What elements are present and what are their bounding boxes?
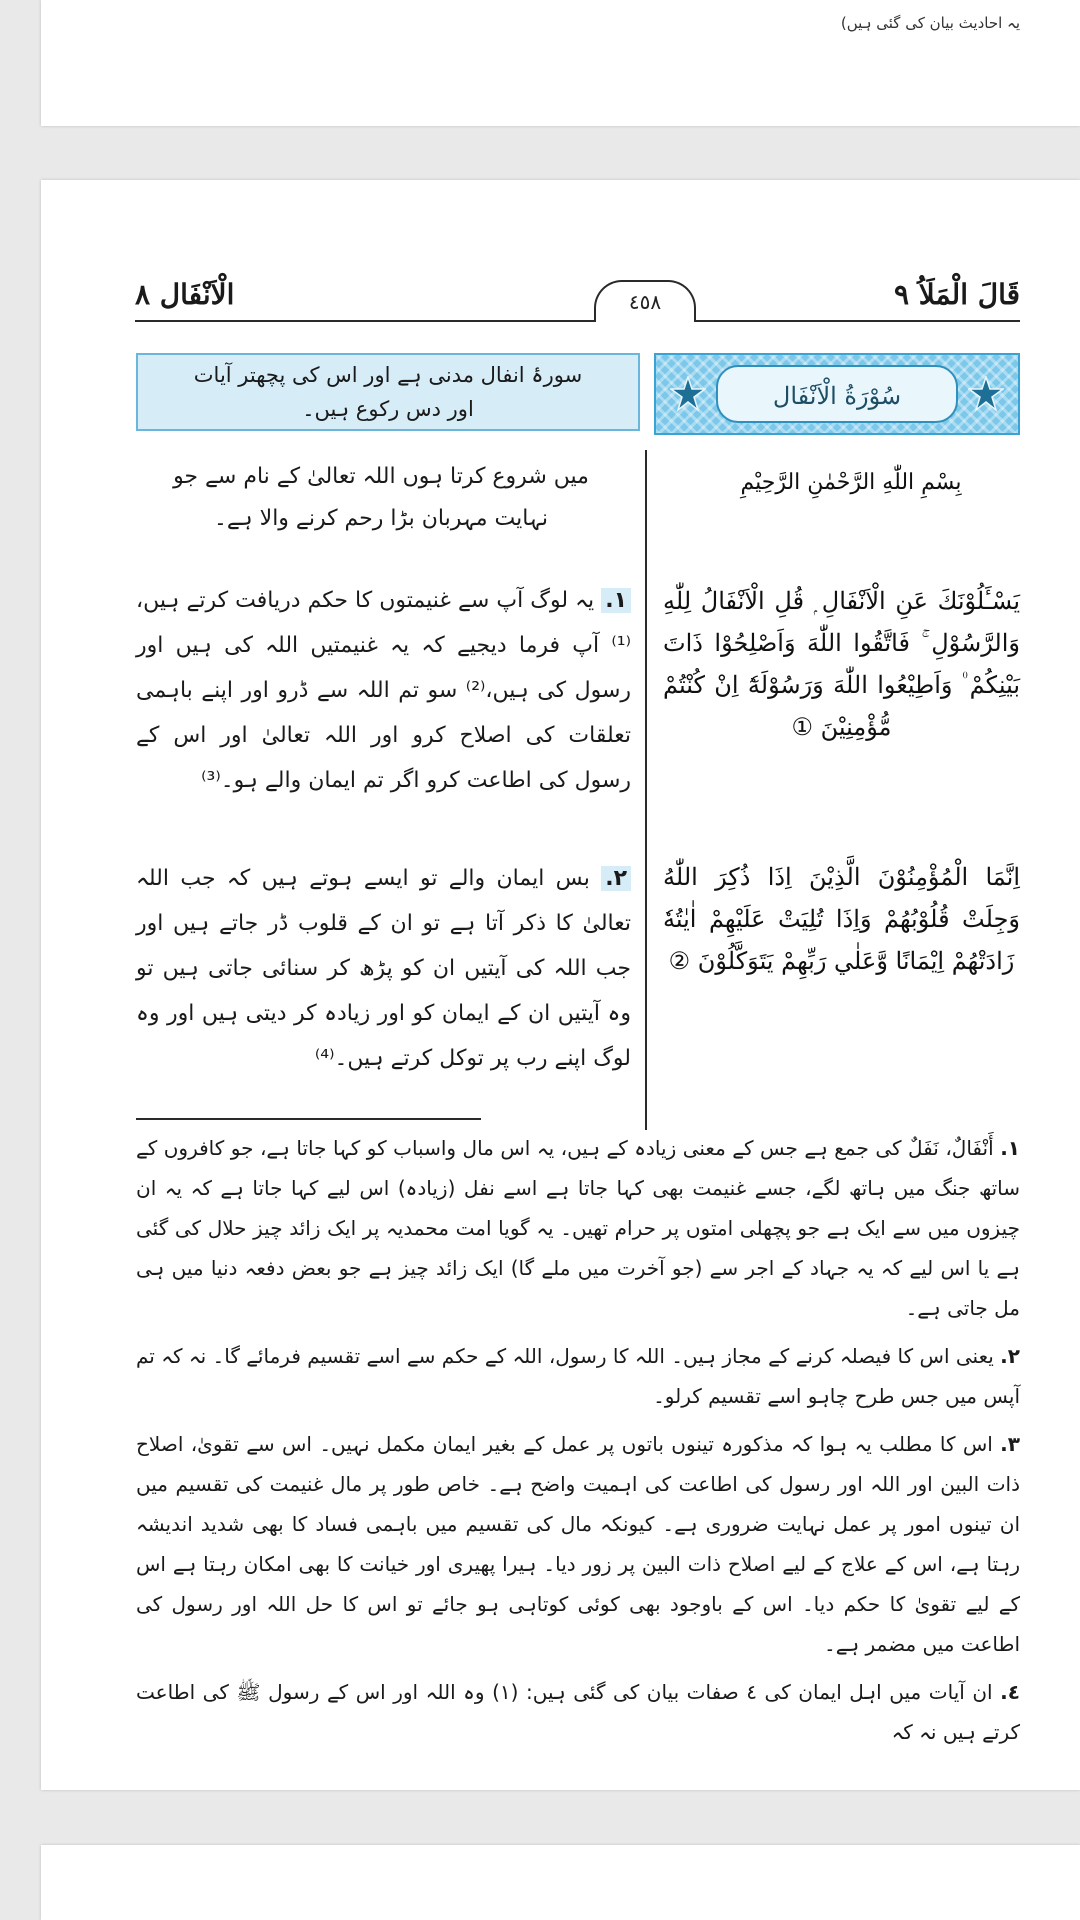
footnote-rule [136,1118,481,1120]
para-name: قَالَ الْمَلَاُ ٩ [893,278,1020,311]
ayah-number-1: ١. [601,588,631,613]
footnote-1 [136,1128,1020,1328]
surah-intro-box [136,353,640,431]
page-number: ٤٥٨ [594,280,696,322]
previous-page [41,0,1080,126]
footnote-text: اس کا مطلب یہ ہوا کہ مذکورہ تینوں باتوں پر عمل کے بغیر ایمان مکمل نہیں۔ اس سے تقویٰ، اصلاح ذات البین اور اللہ اور رسول کی اطاعت کی اہمیت واضح ہے۔ خاص طور پر مال غنیمت کی تقسیم میں ان تینوں امور پر عمل نہایت ضروری ہے۔ کیونکہ مال کی تقسیم میں باہمی فساد کا بھی شدید اندیشہ رہتا ہے، اس کے علاج کے لیے اصلاح ذات البین پر زور دیا۔ ہیرا پھیری اور خیانت کا بھی امکان رہتا ہے اس کے لیے تقویٰ کا حکم دیا۔ اس کے باوجود بھی کوئی کوتاہی ہو جائے تو اس کا حل اللہ اور رسول کی اطاعت میں مضمر ہے۔ [136,1432,1020,1656]
basmala-translation-line2: نہایت مہربان بڑا رحم کرنے والا ہے۔ [213,506,549,531]
surah-title: سُوْرَةُ الْاَنْفَال [716,365,958,423]
basmala-translation-line1: میں شروع کرتا ہوں اللہ تعالیٰ کے نام سے جو [173,464,589,489]
footnote-text: یعنی اس کا فیصلہ کرنے کے مجاز ہیں۔ اللہ کا رسول، اللہ کے حکم سے اسے تقسیم فرمائے گا۔ نہ کہ تم آپس میں جس طرح چاہو اسے تقسیم کرلو۔ [136,1344,1020,1408]
star-ornament-icon [968,376,1004,412]
ayah-translation-2-text: بس ایمان والے تو ایسے ہوتے ہیں کہ جب اللہ تعالیٰ کا ذکر آتا ہے تو ان کے قلوب ڈر جاتے ہیں اور جب اللہ کی آیتیں ان کو پڑھ کر سنائی جاتی ہیں تو وہ آیتیں ان کے ایمان کو اور زیادہ کر دیتی ہیں اور وہ لوگ اپنے رب پر توکل کرتے ہیں۔⁽⁴⁾ [136,866,631,1071]
star-ornament-icon [670,376,706,412]
footnote-text: ان آیات میں اہل ایمان کی ٤ صفات بیان کی گئی ہیں: (١) وہ اللہ اور اس کے رسول ﷺ کی اطاعت کرتے ہیں نہ کہ [136,1680,1020,1744]
ayah-translation-2 [136,856,631,1081]
surah-short-name: الْاَنْفَال ٨ [135,278,235,311]
footnote-4 [136,1672,1020,1752]
footnote-2 [136,1336,1020,1416]
footnotes [136,1128,1020,1760]
surah-intro-line2: اور دس رکوع ہیں۔ [302,397,474,421]
header-rule [135,320,1020,322]
ayah-arabic-2: اِنَّمَا الْمُؤْمِنُوْنَ الَّذِيْنَ اِذَا ذُكِرَ اللّٰهُ وَجِلَتْ قُلُوْبُهُمْ وَاِذَا تُلِيَتْ عَلَيْهِمْ اٰيٰتُهٗ زَادَتْهُمْ اِيْمَانًا وَّعَلٰي رَبِّهِمْ يَتَوَكَّلُوْنَ ② [663,863,1020,975]
mushaf-page [41,180,1080,1790]
ayah-translation-1 [136,578,631,803]
footnote-number: ٢. [1000,1344,1020,1368]
footnote-number: ١. [1000,1136,1021,1160]
footnote-number: ٣. [1000,1432,1020,1456]
basmala-arabic: بِسْمِ اللّٰهِ الرَّحْمٰنِ الرَّحِيْمِ [740,470,962,495]
footnote-text: أَنْفَالٌ، نَفَلٌ کی جمع ہے جس کے معنی زیادہ کے ہیں، یہ اس مال واسباب کو کہا جاتا ہے، جو کافروں کے ساتھ جنگ میں ہاتھ لگے، جسے غنیمت بھی کہا جاتا ہے اسے نفل (زیادہ) اس لیے کہا جاتا ہے کہ یہ ان چیزوں میں سے ایک ہے جو پچھلی امتوں پر حرام تھیں۔ یہ گویا امت محمدیہ پر ایک زائد چیز حلال کی گئی ہے یا اس لیے کہ یہ جہاد کے اجر سے (جو آخرت میں ملے گا) ایک زائد چیز ہے جو بعض دفعہ دنیا میں ہی مل جاتی ہے۔ [136,1136,1020,1320]
ayah-number-2: ٢. [601,866,631,891]
basmala-translation [136,456,626,540]
surah-intro-line1: سورۂ انفال مدنی ہے اور اس کی پچھتر آیات [193,363,583,387]
column-divider [645,450,647,1130]
surah-title-banner [654,353,1020,435]
ayah-arabic-1: يَسْـَٔلُوْنَكَ عَنِ الْاَنْفَالِ ۭ قُلِ الْاَنْفَالُ لِلّٰهِ وَالرَّسُوْلِ ۚ فَاتَّقُوا اللّٰهَ وَاَصْلِحُوْا ذَاتَ بَيْنِكُمْ ۠ وَاَطِيْعُوا اللّٰهَ وَرَسُوْلَهٗٓ اِنْ كُنْتُمْ مُّؤْمِنِيْنَ ① [663,587,1020,741]
footnote-3 [136,1424,1020,1664]
previous-page-text: یہ احادیث بیان کی گئی ہیں) [840,14,1020,32]
next-page [41,1845,1080,1920]
footnote-number: ٤. [1000,1680,1020,1704]
ayah-translation-1-text: یہ لوگ آپ سے غنیمتوں کا حکم دریافت کرتے ہیں،⁽¹⁾ آپ فرما دیجیے کہ یہ غنیمتیں اللہ کی ہیں اور رسول کی ہیں،⁽²⁾ سو تم اللہ سے ڈرو اور اپنے باہمی تعلقات کی اصلاح کرو اور اللہ تعالیٰ اور اس کے رسول کی اطاعت کرو اگر تم ایمان والے ہو۔⁽³⁾ [136,588,632,793]
